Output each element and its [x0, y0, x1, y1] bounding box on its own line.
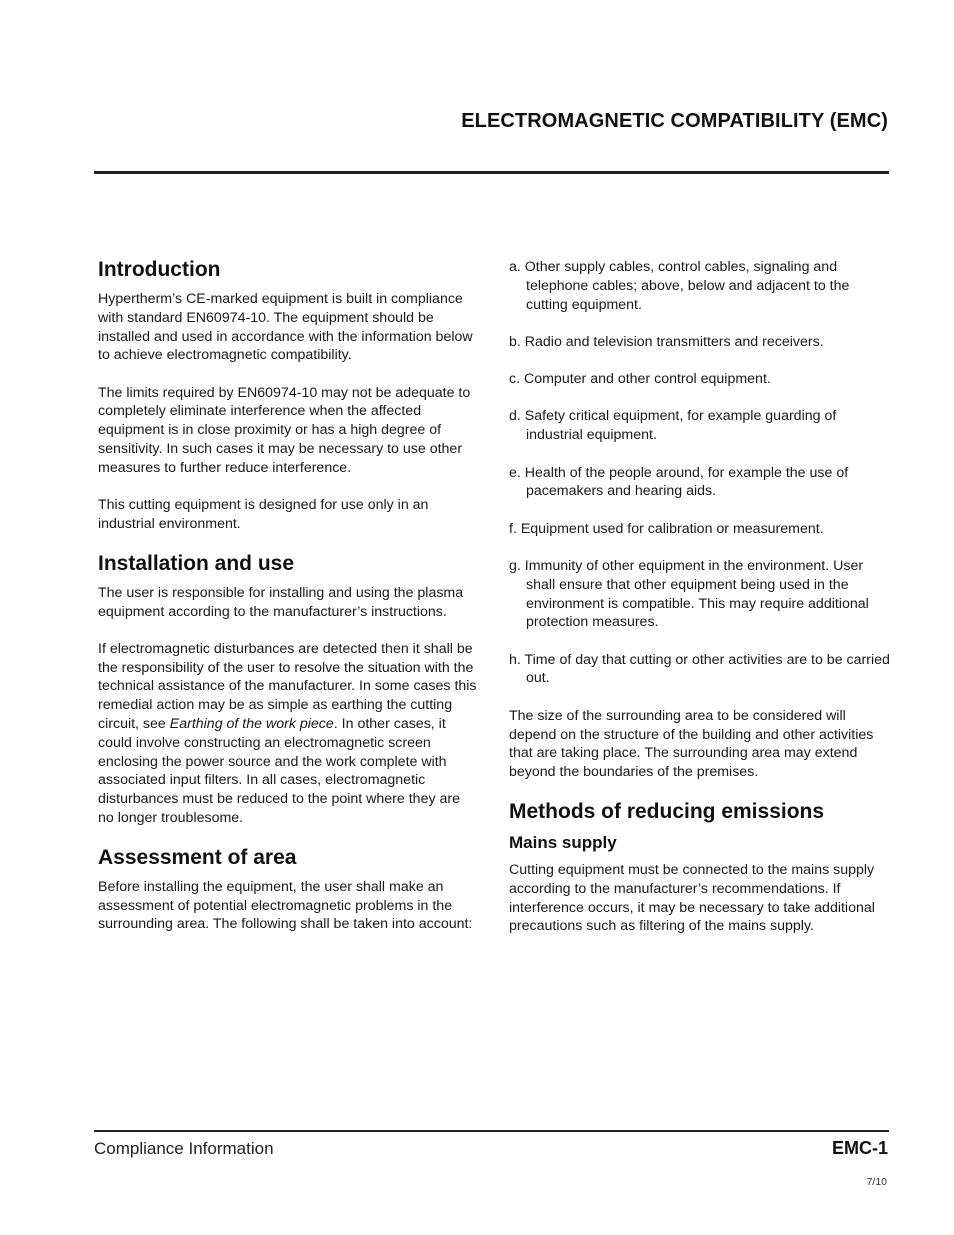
- right-column: [509, 258, 893, 955]
- introduction-heading: Introduction: [98, 258, 221, 281]
- methods-heading: Methods of reducing emissions: [509, 799, 825, 823]
- footer-divider: [94, 1130, 889, 1132]
- intro-paragraph-3: This cutting equipment is designed for use only in an industrial environment.: [98, 497, 429, 532]
- page-header-title: ELECTROMAGNETIC COMPATIBILITY (EMC): [461, 110, 888, 132]
- list-item-h: h. Time of day that cutting or other activities are to be carried out.: [509, 651, 890, 687]
- list-item-a: a. Other supply cables, control cables, signaling and telephone cables; above, below and adjacent to the cutting equipment.: [509, 259, 850, 313]
- page-number: EMC-1: [831, 1138, 888, 1158]
- list-item-d: d. Safety critical equipment, for example guarding of industrial equipment.: [509, 408, 837, 444]
- install-paragraph-1: The user is responsible for installing and using the plasma equipment according to the manufacturer’s instructions.: [98, 584, 464, 620]
- earthing-reference: Earthing of the work piece: [169, 716, 334, 733]
- assessment-paragraph: Before installing the equipment, the user shall make an assessment of potential electromagnetic problems in the surrounding area. The following shall be taken into account:: [98, 878, 473, 933]
- mains-supply-heading: Mains supply: [509, 832, 617, 852]
- mains-paragraph: Cutting equipment must be connected to the mains supply according to the manufacturer’s recommendations. If interference occurs, it may be necessary to take additional precautions such as filtering of the mains supply.: [509, 861, 875, 935]
- installation-heading: Installation and use: [98, 551, 295, 575]
- install-text-b: . In other cases, it could involve constructing an electromagnetic screen enclosing the power source and the work complete with associated input filters. In all cases, electromagnetic disturbances must be reduced to the point where they are no longer troublesome.: [98, 716, 460, 827]
- left-column: [98, 256, 478, 953]
- footer-section-title: Compliance Information: [94, 1139, 274, 1158]
- revision-date: 7/10: [866, 1176, 887, 1188]
- list-item-b: b. Radio and television transmitters and receivers.: [509, 333, 824, 350]
- area-paragraph: The size of the surrounding area to be considered will depend on the structure of the building and other activities that are taking place. The surrounding area may extend beyond the boundaries of the premises.: [509, 707, 874, 781]
- install-paragraph-2: [98, 640, 478, 828]
- list-item-e: e. Health of the people around, for example the use of pacemakers and hearing aids.: [509, 464, 849, 500]
- install-text-a: If electromagnetic disturbances are detected then it shall be the responsibility of the user to resolve the situation with the technical assistance of the manufacturer. In some cases this remedial action may be as simple as earthing the cutting circuit, see: [98, 640, 477, 733]
- list-item-f: f. Equipment used for calibration or measurement.: [509, 520, 824, 537]
- list-item-c: c. Computer and other control equipment.: [509, 371, 771, 388]
- list-item-g: g. Immunity of other equipment in the environment. User shall ensure that other equipment being used in the environment is compatible. This may require additional protection measures.: [509, 557, 869, 631]
- header-divider: [94, 171, 889, 174]
- intro-paragraph-2: The limits required by EN60974-10 may not be adequate to completely eliminate interference when the affected equipment is in close proximity or has a high degree of sensitivity. In such cases it may be necessary to use other measures to further reduce interference.: [98, 384, 471, 476]
- intro-paragraph-1: Hypertherm’s CE-marked equipment is built in compliance with standard EN60974-10. The equipment should be installed and used in accordance with the information below to achieve electromagnetic compatibility.: [98, 291, 473, 364]
- assessment-heading: Assessment of area: [98, 845, 297, 869]
